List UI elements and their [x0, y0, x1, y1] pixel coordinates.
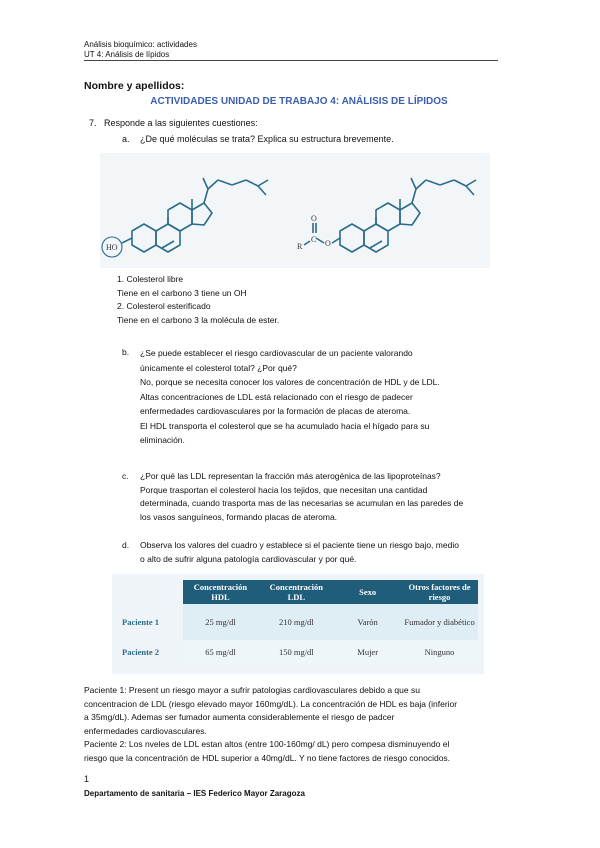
- qb-line: Altas concentraciones de LDL está relacionado con el riesgo de padecer: [140, 391, 413, 402]
- qb-block: [140, 346, 440, 448]
- page-title: ACTIVIDADES UNIDAD DE TRABAJO 4: ANÁLISIS DE LÍPIDOS: [150, 96, 448, 107]
- name-label: Nombre y apellidos:: [84, 80, 185, 92]
- qa-answer-line: 1. Colesterol libre: [117, 274, 184, 284]
- qb-line: enfermedades cardiovasculares por la formación de placas de ateroma.: [140, 406, 411, 416]
- col-sexo-header: Sexo: [334, 580, 401, 604]
- qa-answer: [117, 273, 279, 327]
- row-label: Paciente 2: [112, 640, 183, 664]
- qb-line: El HDL transporta el colesterol que se ha acumulado hacia el hígado para su: [140, 420, 430, 431]
- question-intro: Responde a las siguientes cuestiones:: [104, 118, 258, 128]
- conclusion-block: [84, 684, 514, 765]
- conclusion-line: Paciente 1: Present un riesgo mayor a sufrir patologias cardiovasculares debido a que su: [84, 685, 420, 695]
- cell-ldl: 210 mg/dl: [258, 604, 334, 640]
- cell-hdl: 65 mg/dl: [183, 640, 259, 664]
- carbonyl-carbon-label: C: [311, 235, 317, 244]
- carbonyl-oxygen-label: O: [311, 214, 317, 223]
- cell-sexo: Mujer: [334, 640, 401, 664]
- free-cholesterol-molecule: [102, 178, 268, 257]
- cholesterol-structures-figure: [100, 153, 490, 268]
- qa-answer-line: Tiene en el carbono 3 tiene un OH: [117, 287, 247, 298]
- col-hdl-header: Concentración HDL: [183, 580, 259, 604]
- cell-otros: Ninguno: [401, 640, 478, 664]
- conclusion-line: riesgo que la concentración de HDL superior a 40mg/dL. Y no tiene factores de riesgo conocidos.: [84, 752, 451, 763]
- qb-line: únicamente el colesterol total? ¿Por qué?: [140, 362, 297, 373]
- table-row: [112, 640, 478, 664]
- qa-answer-line: 2. Colesterol esterificado: [117, 301, 211, 311]
- table-header-row: [112, 580, 478, 604]
- col-ldl-header: Concentración LDL: [258, 580, 334, 604]
- qd-line: o alto de sufrir alguna patología cardiovascular y por qué.: [140, 553, 357, 564]
- cell-otros: Fumador y diabético: [401, 604, 478, 640]
- row-label: Paciente 1: [112, 604, 183, 640]
- qa-answer-line: Tiene en el carbono 3 la molécula de ester.: [117, 314, 280, 325]
- page-number: 1: [84, 774, 90, 784]
- qc-block: [140, 470, 463, 524]
- qb-line: eliminación.: [140, 435, 185, 445]
- header-subject: Análisis bioquímico: actividades: [84, 40, 197, 49]
- header-rule: [84, 60, 498, 61]
- question-number: 7.: [89, 118, 97, 128]
- qa-text: ¿De qué moléculas se trata? Explica su estructura brevemente.: [140, 134, 394, 144]
- footer-department: Departamento de sanitaria – IES Federico Mayor Zaragoza: [84, 789, 305, 798]
- risk-table: [112, 580, 478, 664]
- qc-line: determinada, cuando trasporta mas de las necesarias se acumulan en las paredes de: [140, 498, 464, 508]
- qd-letter: d.: [122, 540, 130, 550]
- qc-line: Porque trasportan el colesterol hacia los tejidos, que necesitan una cantidad: [140, 484, 428, 495]
- cholesterol-structures-svg: [100, 153, 490, 268]
- table-row: [112, 604, 478, 640]
- conclusion-line: concentracion de LDL (riesgo elevado mayor 160mg/dL). La concentración de HDL es baja (inferior: [84, 698, 458, 709]
- qd-line: Observa los valores del cuadro y establece si el paciente tiene un riesgo bajo, medio: [140, 540, 459, 550]
- qa-letter: a.: [122, 134, 130, 144]
- cell-hdl: 25 mg/dl: [183, 604, 259, 640]
- qc-line: ¿Por qué las LDL representan la fracción más aterogénica de las lipoproteínas?: [140, 471, 441, 481]
- header-unit: UT 4: Análisis de lípidos: [84, 50, 170, 59]
- qb-letter: b.: [122, 347, 130, 357]
- ester-oxygen-label: O: [325, 239, 331, 248]
- hydroxyl-label: HO: [106, 243, 118, 252]
- col-otros-header: Otros factores de riesgo: [401, 580, 478, 604]
- cell-sexo: Varón: [334, 604, 401, 640]
- qd-block: [140, 539, 459, 566]
- qb-line: No, porque se necesita conocer los valores de concentración de HDL y de LDL.: [140, 377, 440, 387]
- conclusion-line: Paciente 2: Los nveles de LDL estan altos (entre 100-160mg/ dL) pero compesa disminuyendo el: [84, 739, 450, 749]
- r-group-label: R: [297, 242, 303, 251]
- qc-line: los vasos sanguíneos, formando placas de ateroma.: [140, 511, 338, 522]
- qc-letter: c.: [122, 471, 129, 481]
- table-corner: [112, 580, 183, 604]
- risk-table-figure: [112, 574, 484, 674]
- cell-ldl: 150 mg/dl: [258, 640, 334, 664]
- qb-line: ¿Se puede establecer el riesgo cardiovascular de un paciente valorando: [140, 348, 413, 358]
- conclusion-line: enfermedades cardiovasculares.: [84, 725, 207, 736]
- conclusion-line: a 35mg/dL). Ademas ser fumador aumenta considerablemente el riesgo de padcer: [84, 712, 395, 722]
